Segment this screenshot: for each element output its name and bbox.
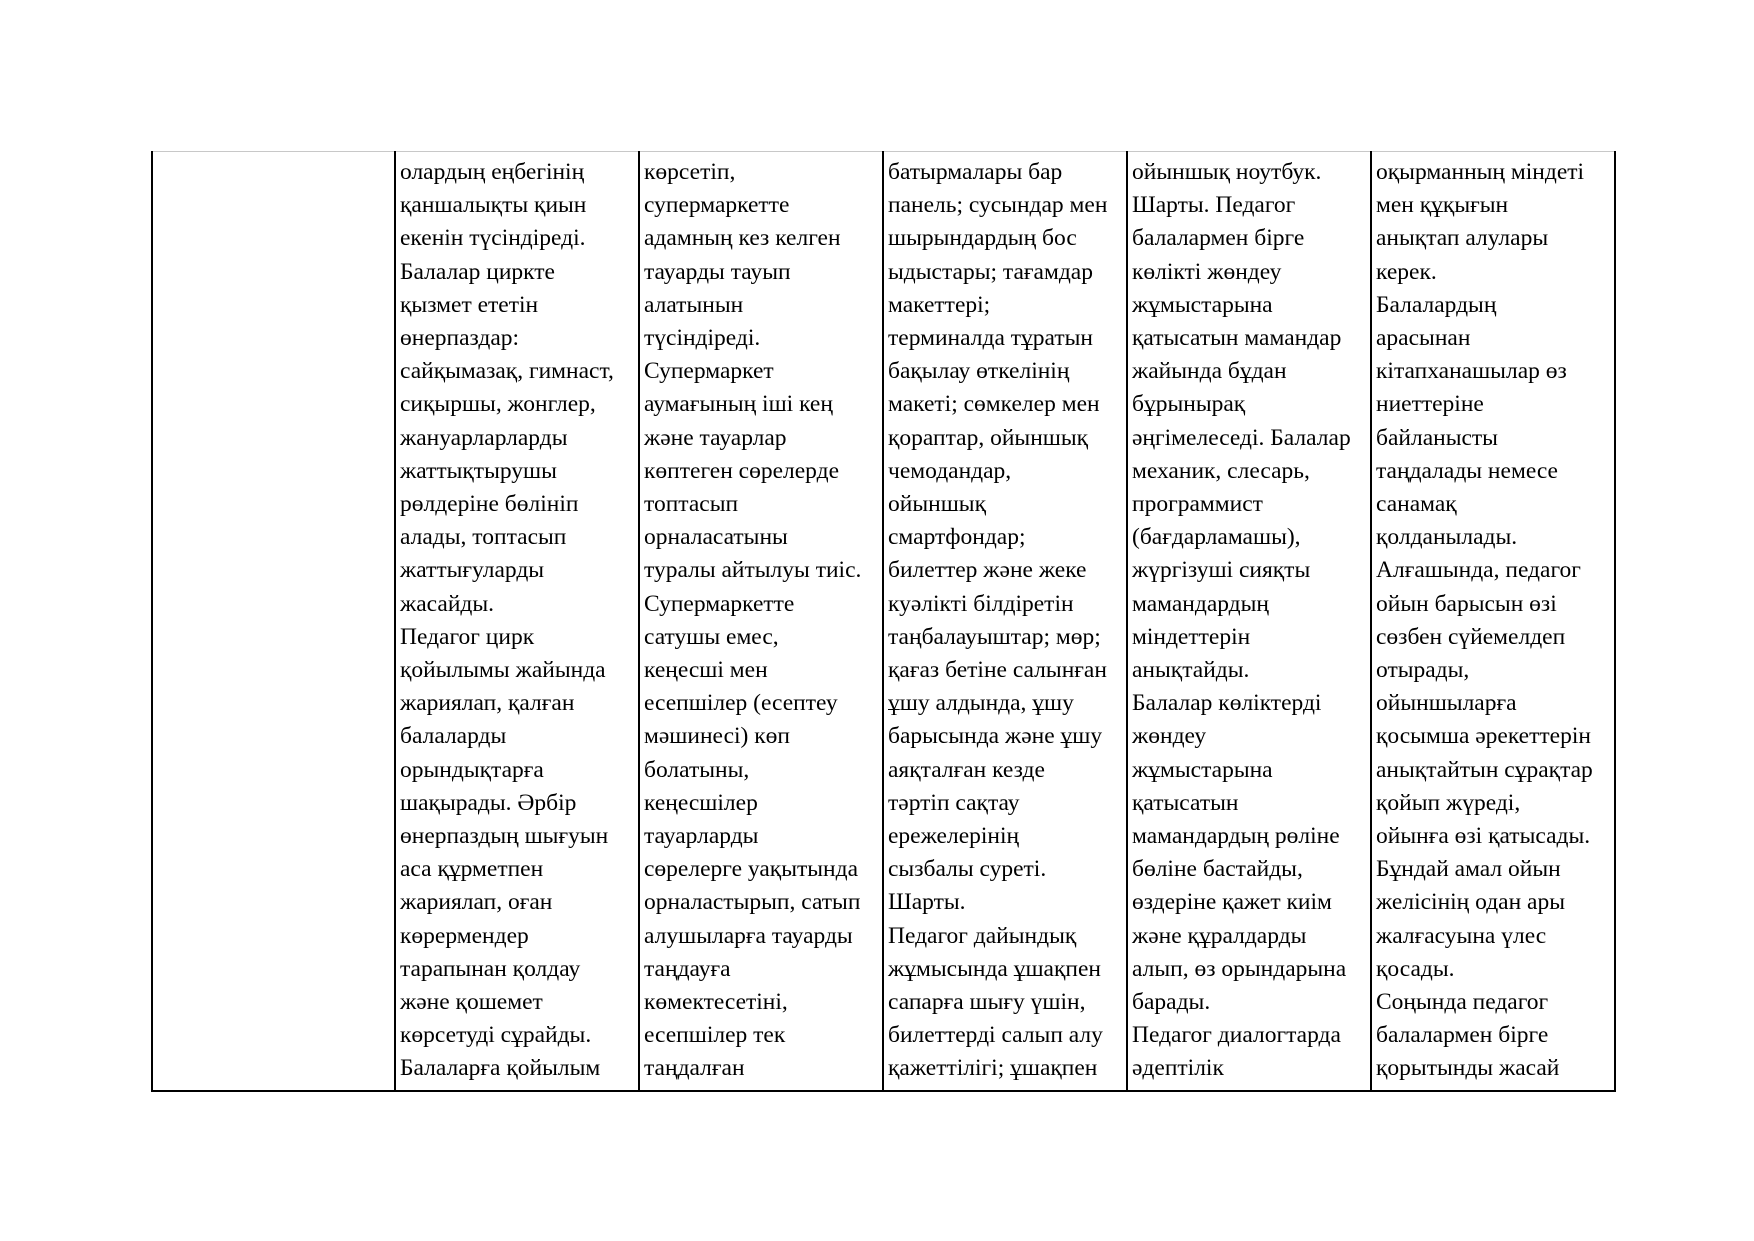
cell-text-line: механик, слесарь, — [1132, 457, 1310, 484]
cell-text-line: мен құқығын — [1376, 192, 1509, 219]
cell-text-line: кітапханашылар өз — [1376, 358, 1567, 385]
cell-text-line: бұрынырақ — [1132, 391, 1246, 418]
cell-text-line: билеттерді салып алу — [888, 1022, 1103, 1049]
cell-text-line: сапарға шығу үшін, — [888, 989, 1086, 1016]
cell-text-line: қаншалықты қиын — [400, 192, 587, 219]
cell-text-line: Балалар циркте — [400, 258, 555, 285]
cell-text-line: отырады, — [1376, 657, 1470, 684]
cell-text-line: алушыларға тауарды — [644, 922, 853, 949]
cell-text-line: жаттығуларды — [400, 557, 545, 584]
cell-text-line: жөндеу — [1132, 723, 1207, 750]
cell-text-line: Балалар көліктерді — [1132, 690, 1322, 717]
cell-text-line: сөрелерге уақытында — [644, 856, 859, 883]
cell-text-line: барады. — [1132, 989, 1211, 1016]
cell-text-line: тауарларды — [644, 823, 759, 850]
cell-text-line: Супермаркетте — [644, 590, 795, 617]
cell-text-line: ережелерінің — [888, 823, 1020, 850]
cell-text-line: сайқымазақ, гимнаст, — [400, 358, 614, 385]
cell-text-line: тәртіп сақтау — [888, 789, 1020, 816]
cell-text-line: балалармен бірге — [1132, 225, 1305, 252]
cell-text-line: аса құрметпен — [400, 856, 544, 883]
cell-text-line: керек. — [1376, 258, 1437, 285]
cell-text-line: ұшу алдында, ұшу — [888, 690, 1074, 717]
cell-text-line: макеттері; — [888, 291, 991, 318]
cell-text-line: сызбалы суреті. — [888, 856, 1047, 883]
cell-text-line: екенін түсіндіреді. — [400, 225, 586, 252]
cell-text-line: куәлікті білдіретін — [888, 590, 1074, 617]
cell-text-line: туралы айтылуы тиіс. — [644, 557, 862, 584]
cell-text-line: ойыншыларға — [1376, 690, 1517, 717]
cell-text-line: жұмыстарына — [1132, 756, 1273, 783]
cell-text-line: қағаз бетіне салынған — [888, 657, 1107, 684]
content-table — [151, 151, 1616, 1092]
cell-text-line: қосады. — [1376, 955, 1455, 982]
cell-text-line: қораптар, ойыншық — [888, 424, 1089, 451]
table-row — [152, 152, 1615, 1091]
cell-text-line: жариялап, қалған — [400, 690, 575, 717]
cell-text-line: билеттер және жеке — [888, 557, 1087, 584]
cell-text-line: Педагог цирк — [400, 623, 535, 650]
cell-text-line: Педагог диалогтарда — [1132, 1022, 1341, 1049]
cell-text-line: әңгімелеседі. Балалар — [1132, 424, 1351, 451]
cell-text-line: алып, өз орындарына — [1132, 955, 1347, 982]
cell-text-line: түсіндіреді. — [644, 325, 761, 352]
cell-text-line: көрсетуді сұрайды. — [400, 1022, 592, 1049]
cell-text-line: Педагог дайындық — [888, 922, 1077, 949]
cell-text-line: көптеген сөрелерде — [644, 457, 839, 484]
cell-text-line: жаттықтырушы — [400, 457, 557, 484]
cell-text-line: Балалардың — [1376, 291, 1497, 318]
cell-text-line: әдептілік — [1132, 1055, 1224, 1082]
table-cell-col4 — [883, 152, 1127, 1091]
cell-text-line: көрсетіп, — [644, 159, 736, 185]
cell-text-line: мамандардың — [1132, 590, 1270, 617]
cell-text-line: Шарты. Педагог — [1132, 192, 1296, 219]
cell-text-line: сатушы емес, — [644, 623, 779, 650]
cell-text-line: чемодандар, — [888, 457, 1012, 484]
cell-text-line: алады, топтасып — [400, 524, 567, 551]
cell-text-line: өздеріне қажет киім — [1132, 889, 1332, 916]
cell-text-line: арасынан — [1376, 325, 1471, 352]
cell-text-line: көмектесетіні, — [644, 989, 788, 1016]
cell-text-line: ойынға өзі қатысады. — [1376, 823, 1591, 850]
cell-text-line: ойын барысын өзі — [1376, 590, 1557, 617]
cell-text-line: супермаркетте — [644, 192, 790, 219]
cell-text-line: міндеттерін — [1132, 623, 1251, 650]
cell-text-line: есепшілер тек — [644, 1022, 786, 1049]
cell-text-line: кеңесші мен — [644, 657, 768, 684]
cell-text-line: батырмалары бар — [888, 159, 1063, 185]
cell-text-line: қойылымы жайында — [400, 657, 606, 684]
cell-text-line: қызмет ететін — [400, 291, 539, 318]
cell-text-line: бөліне бастайды, — [1132, 856, 1303, 883]
cell-text-line: балалармен бірге — [1376, 1022, 1549, 1049]
cell-text-line: қатысатын мамандар — [1132, 325, 1342, 352]
cell-text-line: кеңесшілер — [644, 789, 758, 816]
cell-text-line: санамақ — [1376, 491, 1457, 518]
cell-text-line: болатыны, — [644, 756, 750, 783]
cell-text-line: шақырады. Әрбір — [400, 789, 577, 816]
cell-text-line: мәшинесі) көп — [644, 723, 790, 750]
cell-text-line: адамның кез келген — [644, 225, 841, 252]
cell-text-line: өнерпаздар: — [400, 325, 520, 352]
cell-text-line: бақылау өткелінің — [888, 358, 1070, 385]
cell-text-line: Бұндай амал ойын — [1376, 856, 1561, 883]
cell-text-line: қосымша әрекеттерін — [1376, 723, 1591, 750]
cell-text-line: панель; сусындар мен — [888, 192, 1108, 219]
cell-text-line: Шарты. — [888, 889, 966, 916]
cell-text-line: жасайды. — [400, 590, 495, 617]
table-cell-col3 — [639, 152, 883, 1091]
cell-text-line: таңдауға — [644, 955, 731, 982]
cell-text-line: жалғасуына үлес — [1376, 922, 1547, 949]
cell-text-line: көлікті жөндеу — [1132, 258, 1282, 285]
cell-text-line: оқырманның міндеті — [1376, 159, 1585, 185]
cell-text-line: олардың еңбегінің — [400, 159, 585, 185]
cell-text-line: шырындардың бос — [888, 225, 1077, 252]
cell-text-line: жайында бұдан — [1132, 358, 1287, 385]
cell-text-line: Алғашында, педагог — [1376, 557, 1581, 584]
cell-text-line: (бағдарламашы), — [1132, 524, 1301, 551]
cell-text-line: қатысатын — [1132, 789, 1239, 816]
cell-text-line: аяқталған кезде — [888, 756, 1045, 783]
cell-text-line: топтасып — [644, 491, 739, 518]
table-cell-col2 — [395, 152, 639, 1091]
cell-text-line: қолданылады. — [1376, 524, 1518, 551]
cell-text-line: тауарды тауып — [644, 258, 791, 285]
cell-text-line: сиқыршы, жонглер, — [400, 391, 596, 418]
cell-text-line: ыдыстары; тағамдар — [888, 258, 1093, 285]
cell-text-line: алатынын — [644, 291, 744, 318]
cell-text-line: программист — [1132, 491, 1263, 518]
cell-text-line: және тауарлар — [644, 424, 787, 451]
cell-text-line: есепшілер (есептеу — [644, 690, 838, 717]
cell-text-line: өнерпаздың шығуын — [400, 823, 609, 850]
table-cell-col1 — [152, 152, 395, 1091]
cell-text-line: макеті; сөмкелер мен — [888, 391, 1100, 418]
cell-text-line: ойыншық ноутбук. — [1132, 159, 1322, 185]
cell-text-line: орналасатыны — [644, 524, 788, 551]
table-cell-col6 — [1371, 152, 1615, 1091]
cell-text-line: ниеттеріне — [1376, 391, 1484, 418]
cell-text-line: Соңында педагог — [1376, 989, 1549, 1016]
cell-text-line: смартфондар; — [888, 524, 1026, 551]
cell-text-line: терминалда тұратын — [888, 325, 1093, 352]
cell-text-line: жануарларларды — [400, 424, 568, 451]
cell-text-line: қорытынды жасай — [1376, 1055, 1560, 1082]
cell-text-line: және қошемет — [400, 989, 543, 1016]
cell-text-line: жұмыстарына — [1132, 291, 1273, 318]
cell-text-line: таңдалады немесе — [1376, 457, 1558, 484]
cell-text-line: балаларды — [400, 723, 507, 750]
cell-text-line: анықтап алулары — [1376, 225, 1549, 252]
cell-text-line: аумағының іші кең — [644, 391, 833, 418]
cell-text-line: орналастырып, сатып — [644, 889, 861, 916]
cell-text-line: жариялап, оған — [400, 889, 553, 916]
cell-text-line: жұмысында ұшақпен — [888, 955, 1101, 982]
table-cell-col5 — [1127, 152, 1371, 1091]
cell-text-line: желісінің одан ары — [1376, 889, 1566, 916]
cell-text-line: анықтайды. — [1132, 657, 1250, 684]
cell-text-line: тарапынан қолдау — [400, 955, 581, 982]
cell-text-line: рөлдеріне бөлініп — [400, 491, 579, 518]
cell-text-line: ойыншық — [888, 491, 986, 518]
cell-text-line: таңдалған — [644, 1055, 745, 1082]
cell-text-line: жүргізуші сияқты — [1132, 557, 1311, 584]
cell-text-line: көрермендер — [400, 922, 529, 949]
cell-text-line: қойып жүреді, — [1376, 789, 1521, 816]
cell-text-line: мамандардың рөліне — [1132, 823, 1340, 850]
cell-text-line: қажеттілігі; ұшақпен — [888, 1055, 1098, 1082]
cell-text-line: байланысты — [1376, 424, 1498, 451]
cell-text-line: Супермаркет — [644, 358, 774, 385]
cell-text-line: орындықтарға — [400, 756, 544, 783]
cell-text-line: таңбалауыштар; мөр; — [888, 623, 1101, 650]
cell-text-line: және құралдарды — [1132, 922, 1307, 949]
cell-text-line: барысында және ұшу — [888, 723, 1103, 750]
cell-text-line: сөзбен сүйемелдеп — [1376, 623, 1566, 650]
cell-text-line: анықтайтын сұрақтар — [1376, 756, 1593, 783]
cell-text-line: Балаларға қойылым — [400, 1055, 601, 1082]
